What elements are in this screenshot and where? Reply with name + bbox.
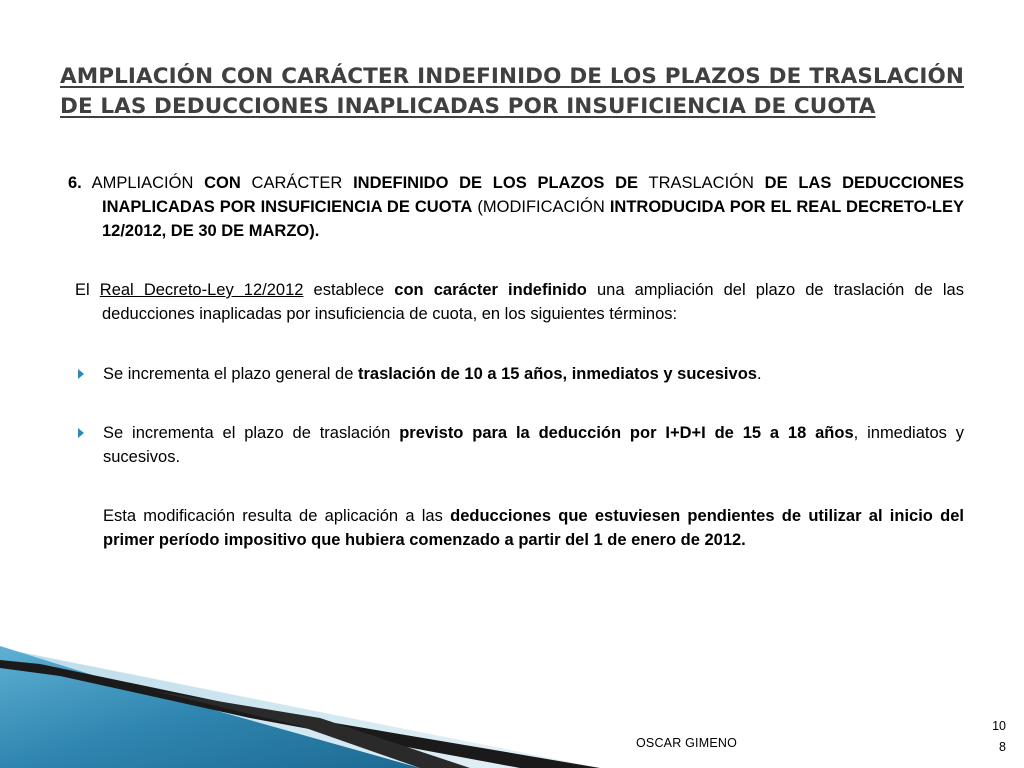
closing-text-bold: deducciones que estuviesen pendientes de utilizar al inicio del primer período impositivo que hubiera comenzado a partir del 1 de enero de 2012.: [103, 507, 964, 549]
section-text-7: (MODIFICACIÓN: [477, 198, 605, 216]
intro-text-a: establece: [313, 281, 385, 299]
page-number-line-1: 10: [992, 719, 1006, 733]
bullet-text-pre: Se incrementa el plazo general de: [103, 365, 354, 383]
bullet-text-bold: traslación de 10 a 15 años, inmediatos y sucesivos: [358, 365, 757, 383]
section-text-5: TRASLACIÓN: [648, 174, 754, 192]
bullet-text-bold: previsto para la deducción por I+D+I de 15 a 18 años: [399, 424, 854, 442]
bullet-text-pre: Se incrementa el plazo de traslación: [103, 424, 391, 442]
page-number-line-2: 8: [999, 740, 1006, 754]
section-text-6: DE LAS DEDUCCIONES INAPLICADAS POR INSUFICIENCIA DE CUOTA: [102, 174, 964, 216]
intro-bold: con carácter indefinido: [394, 281, 587, 299]
section-text-1: AMPLIACIÓN: [91, 174, 194, 192]
footer-author: OSCAR GIMENO: [636, 736, 738, 750]
intro-text-b: una ampliación del plazo de traslación de las deducciones inaplicadas por insuficiencia de cuota, en los siguientes términos:: [102, 281, 964, 323]
bullet-text-post: , inmediatos y sucesivos.: [103, 424, 964, 466]
section-text-2: CON: [204, 174, 241, 192]
slide-title-line-1: AMPLIACIÓN CON CARÁCTER INDEFINIDO DE LOS PLAZOS DE TRASLACIÓN: [60, 64, 964, 89]
section-text-4: INDEFINIDO DE LOS PLAZOS DE: [353, 174, 639, 192]
bullet-text-post: .: [756, 365, 762, 383]
law-reference: Real Decreto-Ley 12/2012: [99, 281, 304, 299]
slide-title-line-2: DE LAS DEDUCCIONES INAPLICADAS POR INSUFICIENCIA DE CUOTA: [60, 94, 876, 119]
section-text-3: CARÁCTER: [251, 174, 343, 192]
page-number: [976, 716, 1006, 758]
closing-text-pre: Esta modificación resulta de aplicación a las: [103, 507, 443, 525]
intro-el: El: [75, 281, 90, 299]
section-text-8: INTRODUCIDA POR EL REAL DECRETO-LEY 12/2012, DE 30 DE MARZO).: [102, 198, 964, 240]
section-number: 6.: [68, 174, 82, 192]
